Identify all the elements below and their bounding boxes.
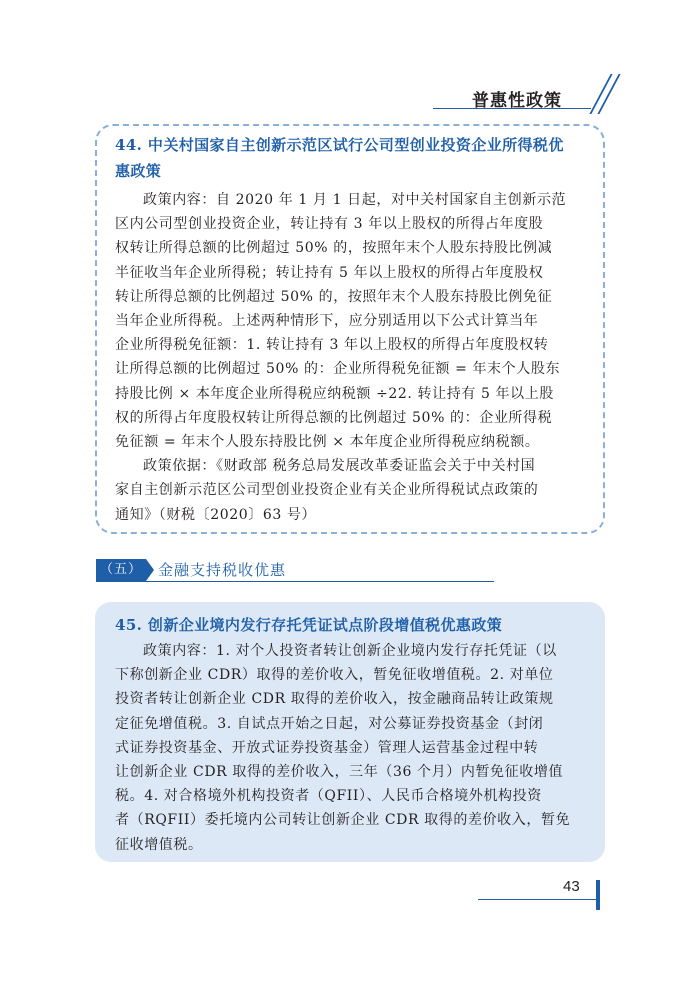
section-underline	[96, 581, 494, 582]
policy-45-body-line: 税。4. 对合格境外机构投资者（QFII）、人民币合格境外机构投资	[115, 788, 542, 805]
policy-44-basis-line: 通知》（财税〔2020〕63 号）	[115, 506, 317, 523]
policy-45-body-line: 投资者转让创新企业 CDR 取得的差价收入，按金融商品转让政策规	[115, 691, 554, 708]
page-header-title: 普惠性政策	[472, 91, 562, 111]
policy-45-body-line: 式证券投资基金、开放式证券投资基金）管理人运营基金过程中转	[115, 739, 539, 756]
policy-44-body-line: 让所得总额的比例超过 50% 的：企业所得税免征额 = 年末个人股东	[115, 361, 561, 378]
policy-45-body-line: 让创新企业 CDR 取得的差价收入，三年（36 个月）内暂免征收增值	[115, 764, 564, 781]
header-underline	[433, 108, 591, 109]
policy-44-basis-line: 政策依据：《财政部 税务总局发展改革委证监会关于中关村国	[143, 458, 536, 475]
policy-45-body-line: 者（RQFII）委托境内公司转让创新企业 CDR 取得的差价收入，暂免	[115, 812, 571, 829]
policy-45-body-line: 征收增值税。	[115, 836, 203, 853]
policy-45-body-line: 定征免增值税。3. 自试点开始之日起，对公募证券投资基金（封闭	[115, 715, 544, 732]
policy-44-title	[115, 132, 595, 184]
footer-rule	[478, 899, 596, 900]
policy-44-title-line: 44. 中关村国家自主创新示范区试行公司型创业投资企业所得税优	[115, 136, 564, 154]
policy-44-body-line: 企业所得税免征额：1. 转让持有 3 年以上股权的所得占年度股权转	[115, 337, 549, 354]
policy-44-body-line: 转让所得总额的比例超过 50% 的，按照年末个人股东持股比例免征	[115, 288, 553, 305]
policy-44-basis-line: 家自主创新示范区公司型创业投资企业有关企业所得税试点政策的	[115, 482, 539, 499]
policy-44-body-line: 当年企业所得税。上述两种情形下，应分别适用以下公式计算当年	[115, 313, 539, 330]
policy-45-title: 45. 创新企业境内发行存托凭证试点阶段增值税优惠政策	[115, 616, 503, 634]
policy-44-body-line: 权转让所得总额的比例超过 50% 的，按照年末个人股东持股比例减	[115, 240, 553, 257]
policy-45-body-line: 政策内容：1. 对个人投资者转让创新企业境内发行存托凭证（以	[143, 643, 557, 659]
policy-44-body-line: 免征额 = 年末个人股东持股比例 × 本年度企业所得税应纳税额。	[115, 434, 540, 451]
policy-44-body-line: 持股比例 × 本年度企业所得税应纳税额 ÷22. 转让持有 5 年以上股	[115, 385, 554, 402]
policy-44-body-line: 半征收当年企业所得税；转让持有 5 年以上股权的所得占年度股权	[115, 264, 544, 281]
policy-45-body	[115, 639, 595, 857]
policy-44-body-line: 区内公司型创业投资企业，转让持有 3 年以上股权的所得占年度股	[115, 216, 544, 233]
section-title: 金融支持税收优惠	[158, 561, 287, 579]
policy-44-body-line: 权的所得占年度股权转让所得总额的比例超过 50% 的：企业所得税	[115, 409, 553, 426]
policy-45-body-line: 下称创新企业 CDR）取得的差价收入，暂免征收增值税。2. 对单位	[115, 667, 554, 684]
section-heading	[96, 559, 494, 581]
policy-44-body	[115, 188, 595, 527]
page-number: 43	[563, 878, 580, 895]
policy-44-title-line: 惠政策	[115, 162, 162, 180]
page-number-bar	[596, 880, 600, 910]
policy-44-body-line: 政策内容：自 2020 年 1 月 1 日起，对中关村国家自主创新示范	[143, 192, 567, 208]
section-tag-arrow	[146, 559, 154, 581]
section-number-tag: （五）	[96, 559, 146, 581]
